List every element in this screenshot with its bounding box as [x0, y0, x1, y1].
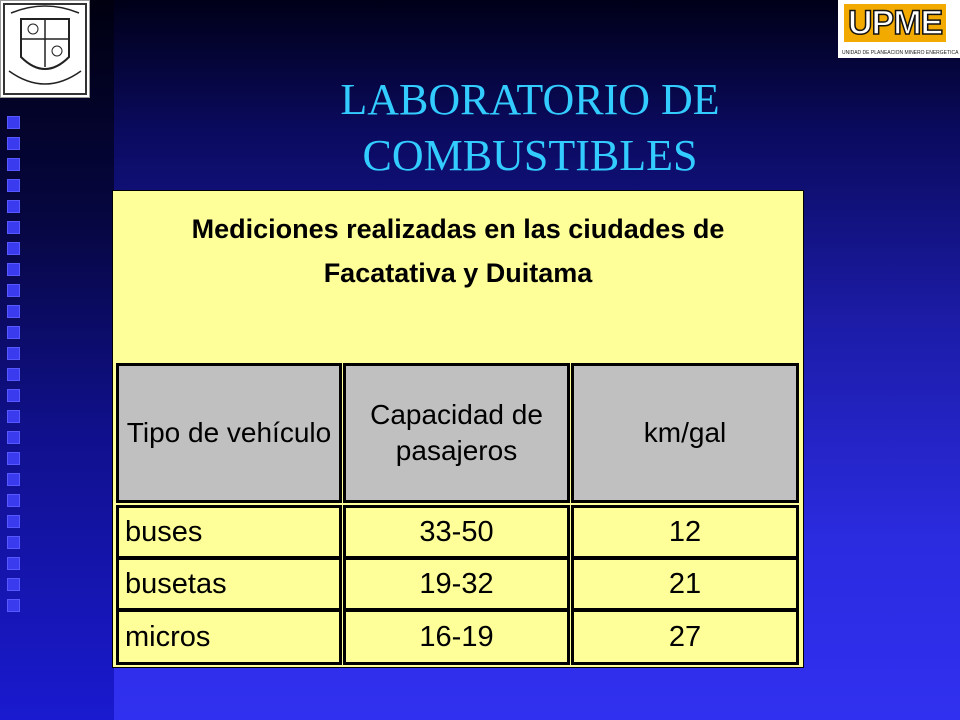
row-2-tipo: busetas: [116, 557, 342, 611]
caption-line-1: Mediciones realizadas en las ciudades de: [191, 214, 725, 244]
header-tipo-vehiculo: Tipo de vehículo: [116, 363, 342, 503]
row-3-capacidad: 16-19: [343, 609, 570, 665]
data-table-panel: [112, 190, 804, 668]
page-title: LABORATORIO DE COMBUSTIBLES: [340, 75, 720, 180]
upme-logo: [838, 0, 960, 58]
table-caption: [113, 207, 803, 295]
upme-logo-word: UPME: [844, 4, 946, 42]
header-km-gal: km/gal: [571, 363, 799, 503]
left-decorative-strip: [0, 0, 114, 720]
row-1-tipo: buses: [116, 505, 342, 559]
row-1-capacidad: 33-50: [343, 505, 570, 559]
decorative-squares: [7, 116, 33, 612]
upme-logo-subtitle: UNIDAD DE PLANEACION MINERO ENERGETICA: [842, 50, 959, 56]
row-3-tipo: micros: [116, 609, 342, 665]
row-2-capacidad: 19-32: [343, 557, 570, 611]
row-3-kmgal: 27: [571, 609, 799, 665]
university-seal-logo: [0, 0, 90, 98]
header-capacidad-pasajeros: Capacidad de pasajeros: [343, 363, 570, 503]
row-2-kmgal: 21: [571, 557, 799, 611]
row-1-kmgal: 12: [571, 505, 799, 559]
caption-line-2: Facatativa y Duitama: [323, 258, 593, 288]
